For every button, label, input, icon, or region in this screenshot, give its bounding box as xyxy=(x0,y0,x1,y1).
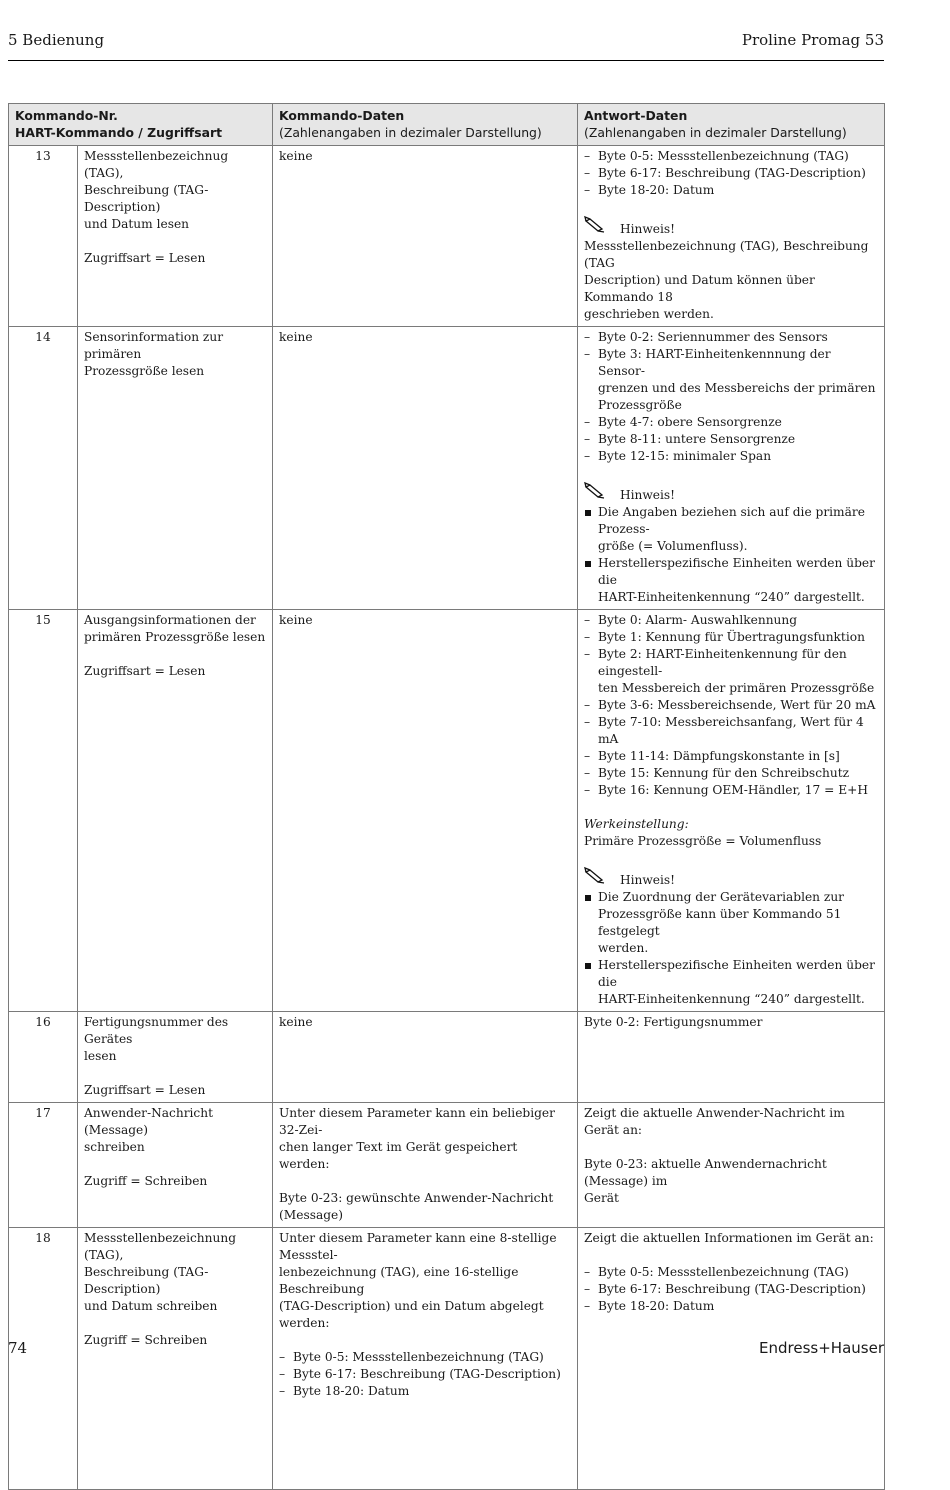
hint-text-line: Messstellenbezeichnung (TAG), Beschreibung (TAG xyxy=(584,239,869,270)
header-cell-response-data xyxy=(578,104,885,146)
hint-list xyxy=(584,889,878,1008)
command-data: keine xyxy=(273,610,578,1012)
list-item: – Byte 18-20: Datum xyxy=(584,1298,878,1315)
list-item: – Byte 0-5: Messstellenbezeichnung (TAG) xyxy=(584,1264,878,1281)
hint-heading xyxy=(584,215,878,238)
running-header-product: Proline Promag 53 xyxy=(741,31,884,49)
access-type: Zugriffsart = Lesen xyxy=(84,664,206,678)
header-cell-command-data xyxy=(273,104,578,146)
table-row xyxy=(9,327,885,610)
response-data xyxy=(578,610,885,1012)
header-command-data-sub: (Zahlenangaben in dezimaler Darstellung) xyxy=(279,125,542,140)
pencil-icon xyxy=(584,866,606,889)
command-list xyxy=(279,1349,571,1400)
command-number: 16 xyxy=(9,1012,78,1103)
hint-heading xyxy=(584,481,878,504)
response-list xyxy=(584,612,878,799)
list-item: – Byte 6-17: Beschreibung (TAG-Description) xyxy=(584,165,878,182)
response-data: Zeigt die aktuellen Informationen im Gerät an: – Byte 0-5: Messstellenbezeichnung (TAG) – Byte 6-17: Beschreibung (TAG-Description) – Byte 18-20: Datum xyxy=(578,1228,885,1490)
desc-line: schreiben xyxy=(84,1140,145,1154)
desc-line: Messstellenbezeichnug (TAG), xyxy=(84,149,229,180)
hint-text-line: geschrieben werden. xyxy=(584,307,714,321)
list-item: – Byte 11-14: Dämpfungskonstante in [s] xyxy=(584,748,878,765)
brand-name: Endress+Hauser xyxy=(759,1339,884,1357)
command-data: keine xyxy=(273,1012,578,1103)
hart-command-table xyxy=(8,103,885,1490)
desc-line: primären Prozessgröße lesen xyxy=(84,630,266,644)
list-item: – Byte 0-2: Seriennummer des Sensors xyxy=(584,329,878,346)
header-command-number: Kommando-Nr. xyxy=(15,108,118,123)
command-number: 13 xyxy=(9,146,78,327)
list-item: – Byte 2: HART-Einheitenkennung für den eingestell- ten Messbereich der primären Prozessgröße xyxy=(584,646,878,697)
response-data xyxy=(578,327,885,610)
list-item: – Byte 12-15: minimaler Span xyxy=(584,448,878,465)
desc-line: Beschreibung (TAG-Description) xyxy=(84,183,209,214)
hint-list xyxy=(584,504,878,606)
desc-line: Beschreibung (TAG-Description) xyxy=(84,1265,209,1296)
table-row xyxy=(9,1103,885,1228)
command-data: Unter diesem Parameter kann ein beliebiger 32-Zei- chen langer Text im Gerät gespeichert werden: Byte 0-23: gewünschte Anwender-Nachricht (Message) xyxy=(273,1103,578,1228)
desc-line: lesen xyxy=(84,1049,117,1063)
command-description xyxy=(78,1012,273,1103)
header-response-data-sub: (Zahlenangaben in dezimaler Darstellung) xyxy=(584,125,847,140)
table-row xyxy=(9,1228,885,1490)
table-header-row xyxy=(9,104,885,146)
command-number: 15 xyxy=(9,610,78,1012)
pencil-icon xyxy=(584,481,606,504)
table-row xyxy=(9,1012,885,1103)
pencil-icon xyxy=(584,215,606,238)
command-data: Unter diesem Parameter kann eine 8-stellige Messstel- lenbezeichnung (TAG), eine 16-stellige Beschreibung (TAG-Description) und ein Datum abgelegt werden: – Byte 0-5: Messstellenbezeichnung (TAG) – Byte 6-17: Beschreibung (TAG-Description) – Byte 18-20: Datum xyxy=(273,1228,578,1490)
list-item: – Byte 3-6: Messbereichsende, Wert für 20 mA xyxy=(584,697,878,714)
command-description xyxy=(78,610,273,1012)
command-description xyxy=(78,1103,273,1228)
response-data: Zeigt die aktuelle Anwender-Nachricht im Gerät an: Byte 0-23: aktuelle Anwendernachricht (Message) im Gerät xyxy=(578,1103,885,1228)
desc-line: Sensorinformation zur primären xyxy=(84,330,224,361)
list-item: – Byte 6-17: Beschreibung (TAG-Description) xyxy=(584,1281,878,1298)
list-item: – Byte 7-10: Messbereichsanfang, Wert für 4 mA xyxy=(584,714,878,748)
list-item: Die Angaben beziehen sich auf die primäre Prozess- größe (= Volumenfluss). xyxy=(584,504,878,555)
list-item: – Byte 8-11: untere Sensorgrenze xyxy=(584,431,878,448)
desc-line: Ausgangsinformationen der xyxy=(84,613,256,627)
hint-heading xyxy=(584,866,878,889)
table-row xyxy=(9,610,885,1012)
command-data: keine xyxy=(273,327,578,610)
access-type: Zugriffsart = Lesen xyxy=(84,1083,206,1097)
command-number: 17 xyxy=(9,1103,78,1228)
desc-line: Anwender-Nachricht (Message) xyxy=(84,1106,214,1137)
list-item: – Byte 4-7: obere Sensorgrenze xyxy=(584,414,878,431)
hint-text-line: Description) und Datum können über Kommando 18 xyxy=(584,273,815,304)
header-response-data-title: Antwort-Daten xyxy=(584,108,688,123)
list-item: – Byte 0-5: Messstellenbezeichnung (TAG) xyxy=(279,1349,571,1366)
table-row xyxy=(9,146,885,327)
header-cell-command xyxy=(9,104,273,146)
response-data: Byte 0-2: Fertigungsnummer xyxy=(578,1012,885,1103)
access-type: Zugriff = Schreiben xyxy=(84,1174,208,1188)
header-command-data-title: Kommando-Daten xyxy=(279,108,405,123)
running-header-section: 5 Bedienung xyxy=(8,31,105,49)
access-type: Zugriff = Schreiben xyxy=(84,1333,208,1347)
header-rule xyxy=(8,60,884,61)
list-item: – Byte 6-17: Beschreibung (TAG-Description) xyxy=(279,1366,571,1383)
list-item: – Byte 1: Kennung für Übertragungsfunktion xyxy=(584,629,878,646)
list-item: Die Zuordnung der Gerätevariablen zur Prozessgröße kann über Kommando 51 festgelegt werden. xyxy=(584,889,878,957)
list-item: – Byte 16: Kennung OEM-Händler, 17 = E+H xyxy=(584,782,878,799)
response-list xyxy=(584,1264,878,1315)
response-list xyxy=(584,148,878,199)
list-item: – Byte 15: Kennung für den Schreibschutz xyxy=(584,765,878,782)
hint-label: Hinweis! xyxy=(620,222,676,236)
command-description xyxy=(78,327,273,610)
desc-line: Prozessgröße lesen xyxy=(84,364,205,378)
page-number: 74 xyxy=(8,1339,28,1357)
desc-line: Fertigungsnummer des Gerätes xyxy=(84,1015,229,1046)
response-data xyxy=(578,146,885,327)
command-description xyxy=(78,1228,273,1490)
command-description xyxy=(78,146,273,327)
access-type: Zugriffsart = Lesen xyxy=(84,251,206,265)
list-item: – Byte 3: HART-Einheitenkennnung der Sensor- grenzen und des Messbereichs der primären Prozessgröße xyxy=(584,346,878,414)
list-item: – Byte 0-5: Messstellenbezeichnung (TAG) xyxy=(584,148,878,165)
list-item: Herstellerspezifische Einheiten werden über die HART-Einheitenkennung “240” dargestellt. xyxy=(584,555,878,606)
hint-label: Hinweis! xyxy=(620,488,676,502)
factory-setting-value: Primäre Prozessgröße = Volumenfluss xyxy=(584,834,822,848)
hint-label: Hinweis! xyxy=(620,873,676,887)
list-item: – Byte 18-20: Datum xyxy=(279,1383,571,1400)
list-item: – Byte 0: Alarm- Auswahlkennung xyxy=(584,612,878,629)
header-command-access: HART-Kommando / Zugriffsart xyxy=(15,125,222,140)
list-item: – Byte 18-20: Datum xyxy=(584,182,878,199)
list-item: Herstellerspezifische Einheiten werden über die HART-Einheitenkennung “240” dargestellt. xyxy=(584,957,878,1008)
response-list xyxy=(584,329,878,465)
factory-setting-label: Werkeinstellung: xyxy=(584,817,689,831)
command-data: keine xyxy=(273,146,578,327)
command-number: 18 xyxy=(9,1228,78,1490)
desc-line: und Datum schreiben xyxy=(84,1299,218,1313)
desc-line: und Datum lesen xyxy=(84,217,190,231)
command-number: 14 xyxy=(9,327,78,610)
desc-line: Messstellenbezeichnung (TAG), xyxy=(84,1231,236,1262)
